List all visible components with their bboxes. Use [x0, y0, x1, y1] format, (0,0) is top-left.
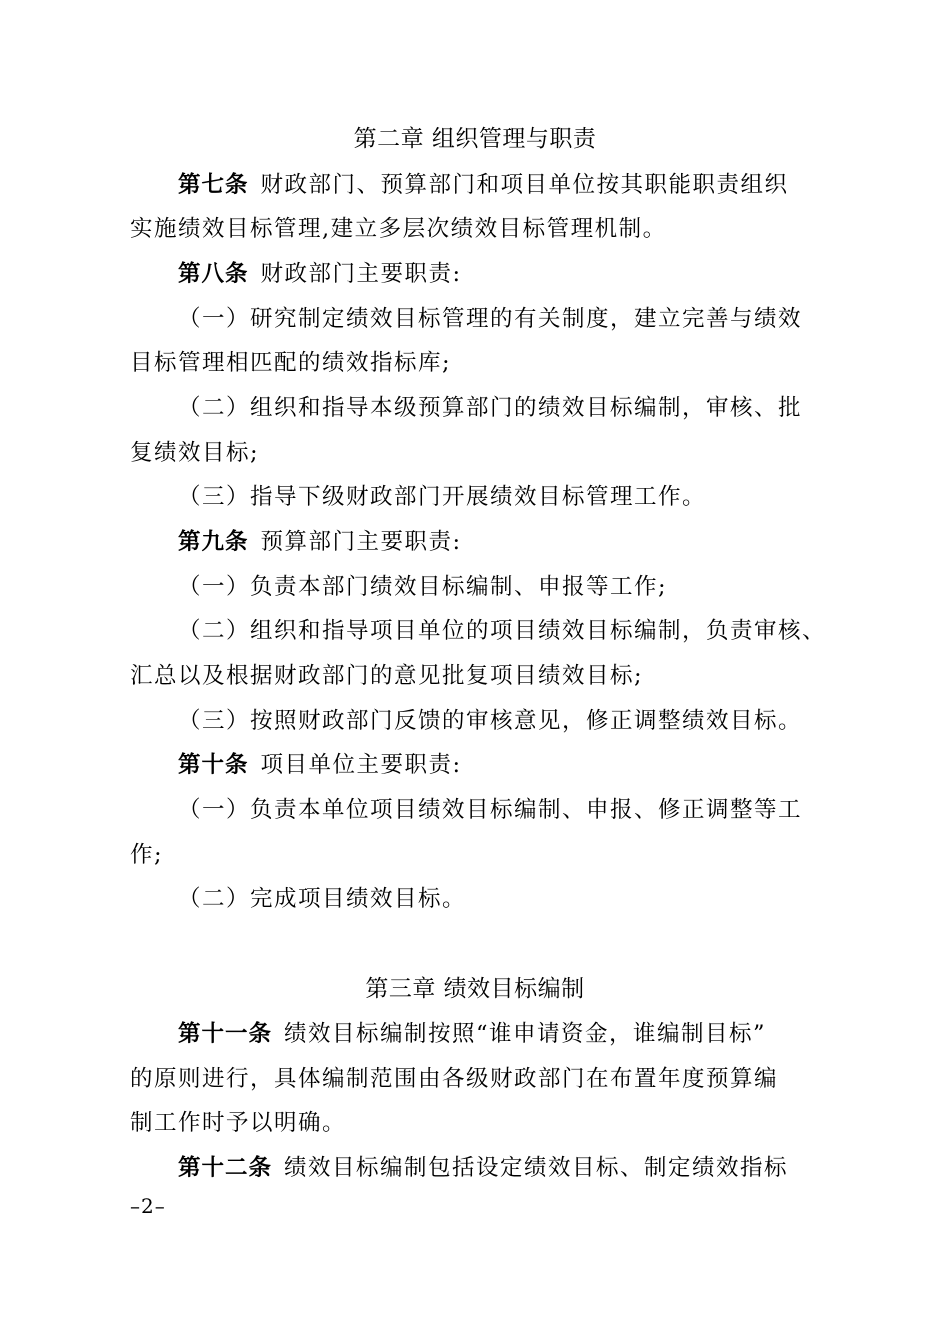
article-11-line-1	[178, 1019, 830, 1049]
article-11-text: 绩效目标编制按照“谁申请资金，谁编制目标”	[284, 1021, 767, 1047]
article-10-item-1-line-2: 作;	[130, 842, 164, 868]
article-8-item-1-line-2: 目标管理相匹配的绩效指标库;	[130, 350, 452, 376]
article-9-item-2-line-1: （二）组织和指导项目单位的项目绩效目标编制，负责审核、	[178, 618, 827, 644]
article-8-item-2-line-1: （二）组织和指导本级预算部门的绩效目标编制，审核、批	[178, 395, 803, 421]
article-10-label: 第十条	[178, 752, 249, 778]
article-9-item-3: （三）按照财政部门反馈的审核意见，修正调整绩效目标。	[178, 708, 803, 734]
article-8-label: 第八条	[178, 261, 249, 287]
article-8-line-1	[178, 259, 830, 289]
article-10-line-1	[178, 750, 830, 780]
chapter-3-title: 第三章 绩效目标编制	[365, 976, 585, 1002]
article-12-label: 第十二条	[178, 1155, 273, 1181]
article-8-item-1-line-1: （一）研究制定绩效目标管理的有关制度，建立完善与绩效	[178, 306, 803, 332]
article-10-item-2: （二）完成项目绩效目标。	[178, 886, 467, 912]
article-8-item-3: （三）指导下级财政部门开展绩效目标管理工作。	[178, 484, 707, 510]
article-7-label: 第七条	[178, 172, 249, 198]
article-9-label: 第九条	[178, 529, 249, 555]
article-9-line-1	[178, 527, 830, 557]
article-12-line-1	[178, 1153, 830, 1183]
article-11-label: 第十一条	[178, 1021, 273, 1047]
article-11-line-2: 的原则进行，具体编制范围由各级财政部门在布置年度预算编	[130, 1066, 779, 1092]
article-12-text: 绩效目标编制包括设定绩效目标、制定绩效指标	[284, 1155, 789, 1181]
chapter-2-title: 第二章 组织管理与职责	[353, 126, 597, 152]
article-9-item-2-line-2: 汇总以及根据财政部门的意见批复项目绩效目标;	[130, 663, 644, 689]
page-number: –2–	[130, 1194, 166, 1218]
article-8-text: 财政部门主要职责:	[260, 261, 462, 287]
article-11-line-3: 制工作时予以明确。	[130, 1110, 347, 1136]
article-7-text: 财政部门、预算部门和项目单位按其职能职责组织	[260, 172, 789, 198]
article-10-item-1-line-1: （一）负责本单位项目绩效目标编制、申报、修正调整等工	[178, 797, 803, 823]
article-8-item-2-line-2: 复绩效目标;	[130, 440, 260, 466]
article-7-line-1	[178, 170, 830, 200]
article-7-line-2: 实施绩效目标管理,建立多层次绩效目标管理机制。	[130, 216, 667, 242]
article-9-text: 预算部门主要职责:	[260, 529, 462, 555]
article-9-item-1: （一）负责本部门绩效目标编制、申报等工作;	[178, 574, 668, 600]
article-10-text: 项目单位主要职责:	[260, 752, 462, 778]
